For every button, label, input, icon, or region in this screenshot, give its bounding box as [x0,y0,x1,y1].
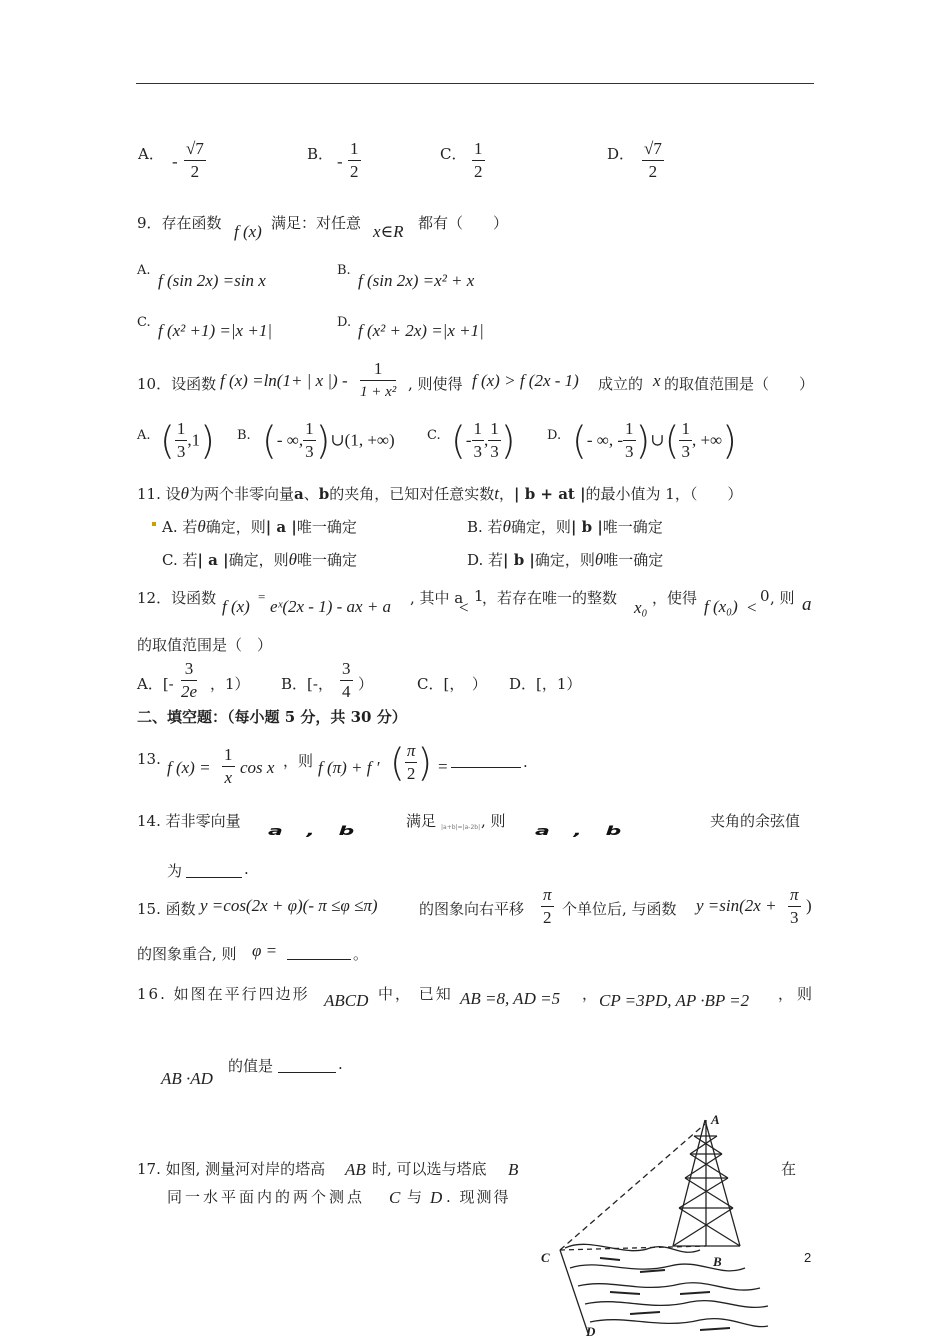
q17-text-c: 在 [781,1160,797,1178]
q13-fraction: $\frac{1}{x}$ [224,745,233,787]
q12-fx0: f (x₀) [704,597,738,616]
q12-stem-e: , 则 [770,589,795,607]
q15-text-a: 15. 函数 [137,900,196,918]
page-number: 2 [804,1250,812,1265]
q13-dot: . [523,753,528,771]
q10-inequality: f (x) > f (2x - 1) [472,371,579,390]
q17-text-b: 时, 可以选与塔底 [372,1160,487,1178]
q12-option-b-rest: ） [358,675,374,693]
q13-answer-blank[interactable] [451,766,521,768]
q10-stem-c: 成立的 [598,375,644,393]
q9-stem-b: 满足：对任意 [271,214,362,232]
q11-stem: 11. 设θ为两个非零向量a、b的夹角，已知对任意实数t，| b + at |的最小值为 1，（ ） [137,484,743,503]
section-2-heading: 二、填空题：（每小题 5 分，共 30 分） [137,708,407,726]
q10-stem-d: 的取值范围是（ ） [664,375,815,393]
q17-c: C [389,1188,401,1207]
q12-option-a-rest: ，1） [210,675,250,693]
q8-option-c-fraction: $\frac{1}{2}$ [474,139,483,181]
q11-option-d: D. 若| b |确定，则θ唯一确定 [467,550,664,569]
q15-line2-a: 的图象重合, 则 [137,945,237,963]
q9-option-a-label: A. [137,263,151,278]
q8-option-c-label: C． [440,145,467,163]
q17-text-a: 17. 如图, 测量河对岸的塔高 [137,1160,326,1178]
q17-fig-label-c: C [541,1250,550,1265]
q10-function-def: f (x) =ln(1+ | x |) - [220,371,348,390]
q9-stem-a: 9．存在函数 [137,214,222,232]
q12-fx: f (x) [222,597,250,616]
q9-option-c-label: C. [137,315,151,330]
q9-option-d-label: D. [337,315,352,330]
q14-text-b: 满足 [406,812,437,830]
q8-option-b-label: B． [307,145,334,163]
q8-option-b-fraction: $\frac{1}{2}$ [350,139,359,181]
q10-stem-a: 10．设函数 [137,375,217,393]
q12-expr: eˣ(2x - 1) - ax + a [270,597,392,616]
q14-vectors-image-2: a , b [535,824,630,839]
q11-option-c: C. 若| a |确定，则θ唯一确定 [162,550,357,569]
q10-option-d: (- ∞, - $\frac{1}{3}$ )∪( $\frac{1}{3}$ , +∞) [572,418,737,463]
q12-stem-c: ，若存在唯一的整数 [482,589,618,607]
q12-zero: 0 [760,587,770,605]
q15-phi: φ = [252,941,278,960]
q10-fraction: $\frac{1}{\text{1 + x²}}$ [360,359,397,400]
q10-var-x: x [653,371,661,390]
q11-option-a: A. 若θ确定，则| a |唯一确定 [162,517,357,536]
q12-option-d: D．[，1） [509,675,582,693]
q10-option-a: ( $\frac{1}{3}$ ,1) [160,418,215,463]
q13-expr: f (π) + f ′ [318,758,380,777]
q15-expr: y =cos(2x + φ)(- π ≤φ ≤π) [200,896,378,915]
q13-paren-group: ( $\frac{\pi}{2}$ ) [390,740,433,785]
q10-option-a-label: A. [137,428,151,443]
q15-text-b: 的图象向右平移 [419,900,525,918]
q12-option-b-label: B．[-， [281,675,333,693]
q14-condition-image: |a+b|=|a-2b| [441,824,481,831]
q13-cos: cos x [240,758,275,777]
q14-vectors-image: a , b [268,824,363,839]
q12-eq: = [258,589,266,604]
q8-option-a-label: A． [138,145,164,163]
q15-fraction: $\frac{\pi}{2}$ [543,885,552,927]
q12-line2: 的取值范围是（ ） [137,636,273,654]
q9-option-b-expr: f (sin 2x) =x² + x [358,271,475,290]
q13-eq: = [438,757,448,776]
bullet-dot [152,522,156,526]
q17-fig-label-d: D [586,1324,596,1339]
q17-line2-b: 与 [407,1188,423,1206]
q10-option-b: (- ∞, $\frac{1}{3}$ )∪(1, +∞) [262,418,395,463]
q17-line2-c: . 现测得 [446,1188,511,1206]
q17-b: B [508,1160,519,1179]
q17-d: D [430,1188,443,1207]
q12-option-a-label: A．[- [137,675,174,693]
q17-tower-figure [530,1108,770,1344]
q11-option-b: B. 若θ确定，则| b |唯一确定 [467,517,663,536]
q16-text-b: 中， 已知 [378,985,453,1003]
q15-fraction-2: $\frac{\pi}{3}$ [790,885,799,927]
q8-option-a-sign: - [172,152,178,171]
q16-text-c: 则 [797,985,813,1003]
q12-stem-d: ，使得 [652,589,698,607]
q12-stem-b: , 其中 a [410,589,464,607]
q16-text-d: 的值是 [228,1057,274,1075]
q14-text-e: 为 [167,862,183,880]
q16-text-a: 16. 如图在平行四边形 [137,985,310,1003]
q15-line2-b: 。 [353,945,369,963]
q16-e1: AB =8, AD =5 [460,989,561,1008]
q16-e2: CP =3PD, AP ·BP =2 [599,991,750,1010]
q9-fx: f (x) [234,222,262,241]
q13-f: f (x) = [167,758,211,777]
q10-option-c-label: C. [427,428,441,443]
q14-dot: . [244,860,249,878]
q12-one: 1 [474,587,484,605]
q15-text-c: 个单位后, 与函数 [562,900,677,918]
q17-ab: AB [345,1160,366,1179]
q12-x0: x₀ [634,598,648,617]
q12-lt: < [459,598,469,617]
q16-comma: ， [582,985,598,1003]
q9-option-a-expr: f (sin 2x) =sin x [158,271,266,290]
q16-answer-blank[interactable] [278,1071,336,1073]
q13-sep: ，则 [283,752,314,770]
q16-comma-2: ， [778,985,794,1003]
q10-option-d-label: D. [547,428,562,443]
q13-label: 13. [137,750,161,768]
q12-stem-a: 12．设函数 [137,589,217,607]
q9-option-d-expr: f (x² + 2x) =|x +1| [358,321,484,340]
q9-option-b-label: B. [337,263,351,278]
q16-dot: . [338,1055,343,1073]
q10-option-c: (- $\frac{1}{3}$ , $\frac{1}{3}$ ) [451,418,516,463]
q12-option-b-fraction: $\frac{3}{4}$ [342,659,351,701]
q17-fig-label-a: A [711,1112,720,1127]
q12-option-c: C．[， ） [417,675,487,693]
q15-expr2: y =sin(2x + [696,896,777,915]
q8-option-d-label: D． [607,145,635,163]
q8-option-a-fraction: $\frac{√7}{2}$ [186,139,204,181]
q12-lt2: < [747,598,757,617]
q12-option-a-fraction: $\frac{3}{2e}$ [181,659,198,701]
q14-answer-blank[interactable] [186,876,242,878]
q14-text-d: 夹角的余弦值 [710,812,801,830]
q10-stem-b: , 则使得 [408,375,463,393]
q12-a-var: a [802,594,812,615]
header-rule [136,83,814,84]
q9-x-in-r: x∈R [373,222,404,241]
q9-stem-c: 都有（ ） [418,214,509,232]
q8-option-b-sign: - [337,152,343,171]
q15-answer-blank[interactable] [287,958,351,960]
q14-text-a: 14. 若非零向量 [137,812,241,830]
q15-rparen: ) [806,896,812,915]
q10-option-b-label: B. [237,428,251,443]
q17-fig-label-b: B [713,1254,722,1269]
q9-option-c-expr: f (x² +1) =|x +1| [158,321,272,340]
q8-option-d-fraction: $\frac{√7}{2}$ [644,139,662,181]
q16-abcd: ABCD [324,991,369,1010]
q14-text-c: , 则 [481,812,506,830]
q16-e3: AB ·AD [161,1069,213,1088]
q17-line2-a: 同一水平面内的两个测点 [167,1188,366,1206]
